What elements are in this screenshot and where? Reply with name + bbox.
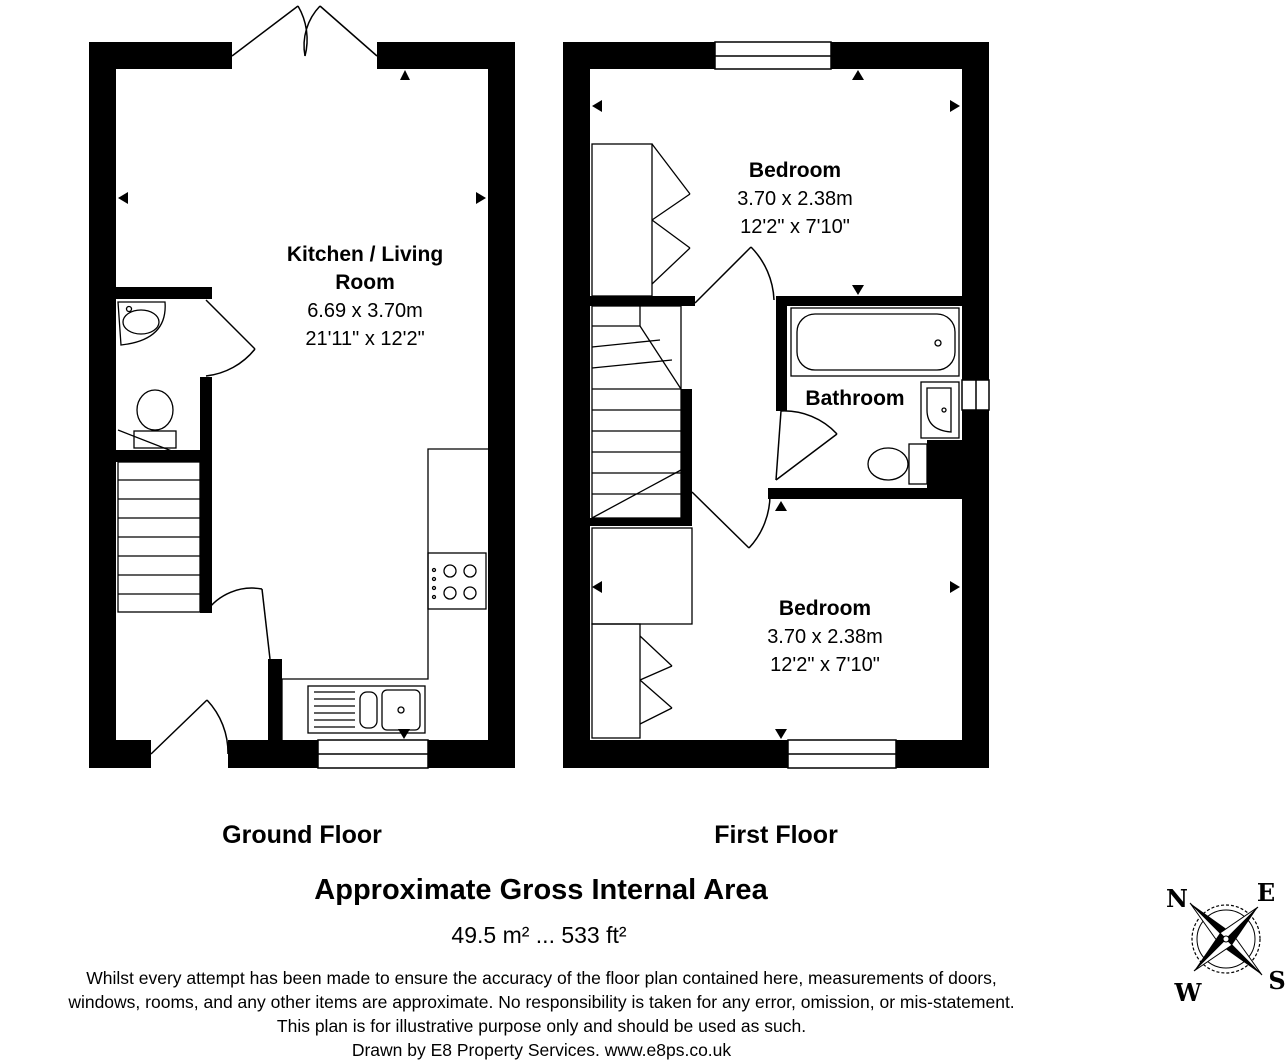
area-value: 49.5 m² ... 533 ft² — [451, 922, 627, 948]
compass-w-label: W — [1174, 978, 1202, 1007]
bath-icon — [791, 308, 959, 376]
disclaimer-line-4: Drawn by E8 Property Services. www.e8ps.co.uk — [351, 1040, 732, 1060]
hall-door — [206, 588, 270, 659]
disclaimer-line-1: Whilst every attempt has been made to ensure the accuracy of the floor plan contained here, measurements of doors, — [86, 968, 997, 988]
disclaimer — [0, 966, 1083, 1062]
ground-floor-label: Ground Floor — [222, 821, 382, 849]
ground-floor-internal-walls — [116, 287, 282, 740]
kitchen-living-room-name-line2: Room — [335, 271, 395, 294]
bedroom-2-metric: 3.70 x 2.38m — [767, 626, 883, 648]
area-title: Approximate Gross Internal Area — [314, 874, 768, 906]
compass-e-label: E — [1256, 878, 1276, 907]
bathroom-name: Bathroom — [805, 387, 905, 410]
bathroom-door — [776, 411, 837, 480]
hob-icon — [428, 553, 486, 609]
bathroom-toilet-icon — [868, 444, 927, 484]
disclaimer-line-2: windows, rooms, and any other items are approximate. No responsibility is taken for any error, omission, or mis-statement. — [68, 992, 1015, 1012]
kitchen-living-room-name-line1: Kitchen / Living — [286, 243, 444, 266]
bedroom-1-wardrobe — [592, 144, 690, 296]
kitchen-sink-icon — [308, 686, 425, 733]
bedroom-1-name: Bedroom — [748, 159, 842, 182]
first-floor-stairs — [592, 306, 681, 518]
ground-floor-measure-arrows — [118, 70, 486, 739]
ground-floor-window — [318, 740, 428, 768]
bedroom-1-imperial: 12'2" x 7'10" — [740, 216, 850, 238]
kitchen-living-room-imperial: 21'11" x 12'2" — [305, 328, 425, 350]
kitchen-living-room-metric: 6.69 x 3.70m — [307, 300, 423, 322]
wc-basin-icon — [118, 302, 165, 345]
disclaimer-line-3: This plan is for illustrative purpose only and should be used as such. — [276, 1016, 807, 1036]
front-door — [151, 700, 228, 754]
bedroom-2-wardrobe — [592, 624, 672, 738]
bedroom-2-name: Bedroom — [778, 597, 872, 620]
bedroom-2-cupboard — [592, 528, 692, 624]
wc-door — [206, 300, 255, 376]
kitchen-worktop — [282, 449, 488, 740]
first-floor-label: First Floor — [714, 821, 838, 849]
bedroom-2-imperial: 12'2" x 7'10" — [770, 654, 880, 676]
compass-s-label: S — [1268, 966, 1286, 995]
bedroom-1-door — [695, 247, 774, 303]
compass-n-label: N — [1166, 884, 1188, 913]
ground-floor-plan — [89, 6, 515, 768]
bedroom-1-metric: 3.70 x 2.38m — [737, 188, 853, 210]
french-doors — [232, 6, 377, 56]
compass-rose-icon — [1190, 903, 1262, 975]
bedroom-2-door — [692, 492, 770, 548]
ground-floor-outer-walls — [89, 42, 515, 768]
bathroom-basin-icon — [921, 382, 959, 438]
first-floor-internal-walls — [590, 296, 962, 526]
